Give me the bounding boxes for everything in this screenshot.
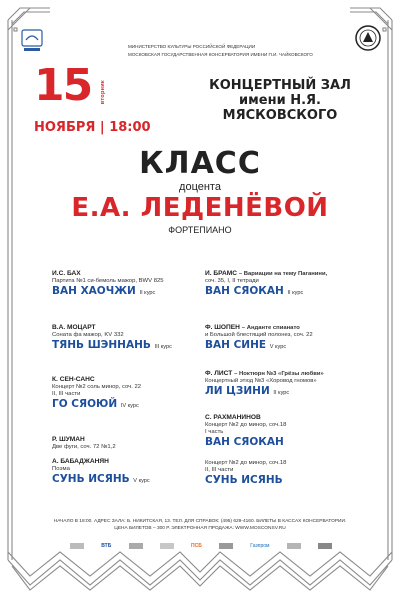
program-left-item	[52, 270, 164, 299]
program-left-item	[52, 324, 172, 353]
sponsor-logo-vtb: ВТБ	[101, 543, 112, 549]
program-left-item	[52, 458, 150, 487]
title-class: КЛАСС	[139, 146, 261, 181]
title-teacher-name: Е.А. ЛЕДЕНЁВОЙ	[71, 193, 329, 223]
sponsor-logo-icon	[70, 542, 84, 550]
course: II курс	[287, 290, 304, 296]
work: Две фуги, соч. 72 №1,2	[52, 444, 116, 450]
course: II курс	[273, 390, 290, 396]
course: III курс	[154, 344, 172, 350]
footer-info	[0, 518, 400, 532]
sponsor-logo-icon	[318, 542, 332, 550]
composer-line: И. БРАМС – Вариации на тему Паганини,	[205, 270, 328, 277]
composer: С. РАХМАНИНОВ	[205, 414, 261, 421]
work: Партита №1 си-бемоль мажор, BWV 825	[52, 278, 164, 284]
composer-line: Ф. ШОПЕН – Анданте спианато	[205, 324, 300, 331]
footer-line1: НАЧАЛО В 18:00. АДРЕС ЗАЛА: Б. НИКИТСКАЯ, 13. ТЕЛ. ДЛЯ СПРАВОК: (495) 629-4160. БИЛЕТЫ В КАССАХ КОНСЕРВАТОРИИ.	[53, 519, 347, 524]
composer: В.А. МОЦАРТ	[52, 324, 96, 331]
work: Соната фа мажор, KV 332	[52, 332, 124, 338]
sponsor-logo-icon	[287, 542, 301, 550]
performer: ТЯНЬ ШЭННАНЬ III курс	[52, 339, 172, 351]
composer: А. БАБАДЖАНЯН	[52, 458, 109, 465]
ministry-text: МИНИСТЕРСТВО КУЛЬТУРЫ РОССИЙСКОЙ ФЕДЕРАЦИИ	[128, 44, 256, 49]
composer-line: Ф. ЛИСТ – Ноктюрн №3 «Грёзы любви»	[205, 370, 324, 377]
sponsor-logo-icon	[129, 542, 143, 550]
title-instrument: ФОРТЕПИАНО	[168, 225, 232, 235]
program-left-item	[52, 436, 116, 451]
work: II, III части	[205, 467, 234, 473]
venue-block	[190, 78, 370, 123]
work: Концерт №2 до минор, соч.18	[205, 422, 287, 428]
program-right-item	[205, 324, 313, 353]
ministry-emblem-icon	[20, 28, 44, 54]
work: Концерт №2 до минор, соч.18	[205, 460, 287, 466]
performer: ГО СЯОЮЙ IV курс	[52, 398, 139, 410]
program-right-item	[205, 414, 286, 448]
title-rank: доцента	[179, 181, 221, 193]
venue-line2: имени Н.Я. МЯСКОВСКОГО	[222, 93, 338, 123]
performer: ЛИ ЦЗИНИ II курс	[205, 385, 290, 397]
sponsor-logo-psb: ПСБ	[191, 543, 202, 549]
work: Концерт №2 соль минор, соч. 22	[52, 384, 142, 390]
work: I часть	[205, 429, 224, 435]
performer: ВАН СИНЕ V курс	[205, 339, 287, 351]
date-weekday: вторник	[100, 80, 106, 105]
composer: И.С. БАХ	[52, 270, 81, 277]
venue-line1: КОНЦЕРТНЫЙ ЗАЛ	[209, 78, 351, 93]
title-block	[0, 146, 400, 235]
composer: Р. ШУМАН	[52, 436, 85, 443]
performer: СУНЬ ИСЯНЬ V курс	[52, 473, 150, 485]
work: соч. 35, I, II тетради	[205, 278, 259, 284]
course: V курс	[133, 478, 150, 484]
sponsor-logo-icon	[160, 542, 174, 550]
course: II курс	[139, 290, 156, 296]
date-month-time: НОЯБРЯ | 18:00	[34, 120, 151, 135]
sponsor-logo-gazprom: Газпром	[250, 543, 270, 549]
sponsor-logo-icon	[219, 542, 233, 550]
date-day: 15	[34, 60, 92, 111]
composer: К. СЕН-САНС	[52, 376, 95, 383]
work: Концертный этюд №3 «Хоровод гномов»	[205, 378, 317, 384]
conservatory-seal-icon	[354, 24, 382, 52]
course: V курс	[269, 344, 287, 350]
conservatory-text: МОСКОВСКАЯ ГОСУДАРСТВЕННАЯ КОНСЕРВАТОРИЯ ИМЕНИ П.И. ЧАЙКОВСКОГО	[128, 52, 313, 57]
footer-line2: ЦЕНА БИЛЕТОВ – 300 Р. ЭЛЕКТРОННАЯ ПРОДАЖА: WWW.MOSCONSV.RU	[114, 526, 286, 531]
performer: ВАН ХАОЧЖИ II курс	[52, 285, 156, 297]
performer: ВАН СЯОКАН II курс	[205, 285, 304, 297]
program-right-item	[205, 460, 286, 486]
work: и Большой блестящий полонез, соч. 22	[205, 332, 313, 338]
performer: СУНЬ ИСЯНЬ	[205, 474, 283, 486]
work: II, III части	[52, 391, 81, 397]
sponsor-logos	[70, 542, 332, 550]
performer: ВАН СЯОКАН	[205, 436, 284, 448]
program-left-item	[52, 376, 141, 412]
course: IV курс	[120, 403, 139, 409]
program-right-item	[205, 270, 327, 299]
program-right-item	[205, 370, 324, 399]
work: Поэма	[52, 466, 70, 472]
